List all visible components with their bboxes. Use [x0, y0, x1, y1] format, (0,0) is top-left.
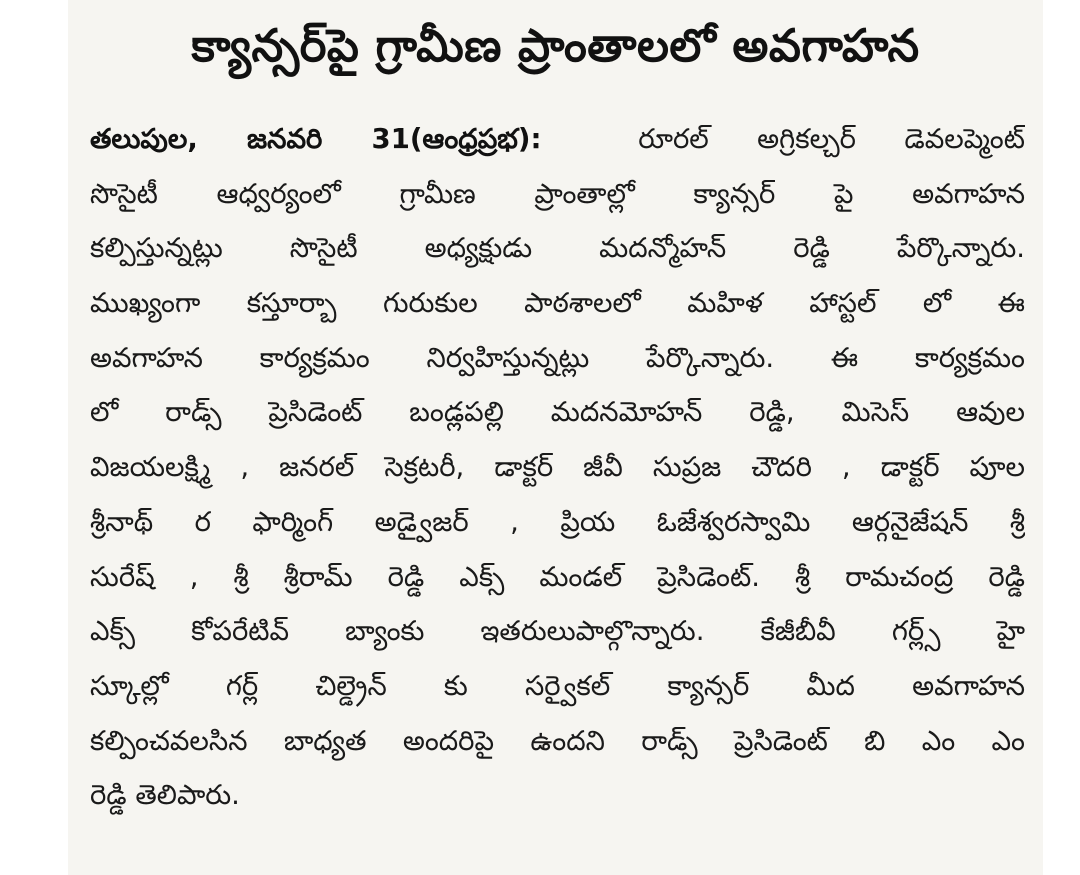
article-line-5: అవగాహన కార్యక్రమం నిర్వహిస్తున్నట్లు పేర్కొన్నారు. ఈ కార్యక్రమం	[90, 341, 1025, 374]
article-dateline: తలుపుల, జనవరి 31(ఆంధ్రప్రభ):	[90, 123, 542, 155]
article-line-3: కల్పిస్తున్నట్లు సొసైటీ అధ్యక్షుడు మదన్మోహన్ రెడ్డి పేర్కొన్నారు.	[90, 232, 1025, 265]
article-line-10: ఎక్స్ కోపరేటివ్ బ్యాంకు ఇతరులుపాల్గొన్నారు. కేజీబీవీ గర్ల్స్ హై	[90, 615, 1025, 648]
newspaper-clipping	[68, 0, 1043, 875]
article-line-8: శ్రీనాథ్ ర ఫార్మింగ్ అడ్వైజర్ , ప్రియ ఓజేశ్వరస్వామి ఆర్గనైజేషన్ శ్రీ	[90, 505, 1025, 538]
article-body	[90, 112, 1025, 823]
article-line-1-text: రూరల్ అగ్రికల్చర్ డెవలప్మెంట్	[638, 123, 1025, 155]
article-line-2: సొసైటీ ఆధ్వర్యంలో గ్రామీణ ప్రాంతాల్లో క్యాన్సర్ పై అవగాహన	[90, 177, 1025, 210]
article-line-13: రెడ్డి తెలిపారు.	[90, 779, 240, 812]
article-line-12: కల్పించవలసిన బాధ్యత అందరిపై ఉందని రాడ్స్ ప్రెసిడెంట్ బి ఎం ఎం	[90, 724, 1025, 757]
article-line-9: సురేష్ , శ్రీ శ్రీరామ్ రెడ్డి ఎక్స్ మండల్ ప్రెసిడెంట్. శ్రీ రామచంద్ర రెడ్డి	[90, 560, 1025, 593]
article-line-11: స్కూల్లో గర్ల్ చిల్డ్రెన్ కు సర్వైకల్ క్యాన్సర్ మీద అవగాహన	[90, 669, 1025, 702]
article-line-6: లో రాడ్స్ ప్రెసిడెంట్ బండ్లపల్లి మదనమోహన్ రెడ్డి, మిసెస్ ఆవుల	[90, 396, 1025, 429]
article-line-4: ముఖ్యంగా కస్తూర్బా గురుకుల పాఠశాలలో మహిళ హాస్టల్ లో ఈ	[90, 287, 1025, 320]
article-line-1	[90, 112, 1025, 167]
article-line-7: విజయలక్ష్మి , జనరల్ సెక్రటరీ, డాక్టర్ జీవీ సుప్రజ చౌదరి , డాక్టర్ పూల	[90, 451, 1025, 484]
article-headline: క్యాన్సర్‌పై గ్రామీణ ప్రాంతాలలో అవగాహన	[191, 19, 920, 72]
